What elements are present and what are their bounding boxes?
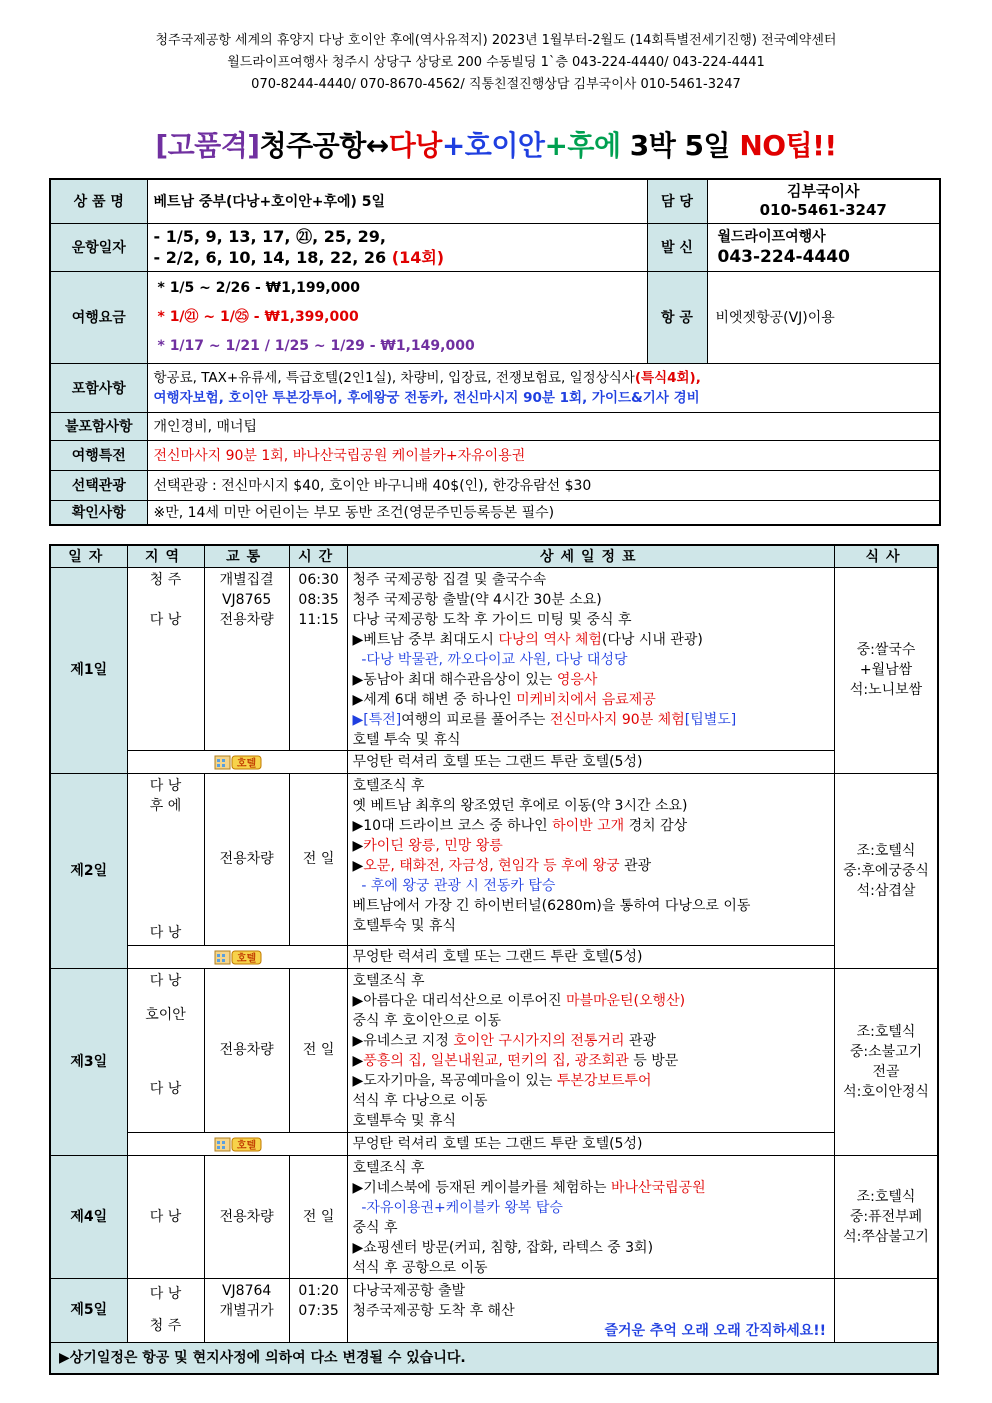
day-1-line-4 (352, 630, 830, 650)
title-hoian: 호이안 (464, 129, 545, 162)
title-airport: 청주공항↔ (259, 129, 389, 162)
day-1-line-9: 호텔 투숙 및 휴식 (352, 731, 461, 748)
title-no-tip: NO팁!! (739, 129, 837, 162)
day-5-label: 제5일 (50, 1278, 127, 1342)
day-1-time-3: 11:15 (298, 611, 339, 628)
day-5-meal (835, 1278, 938, 1342)
product-label: 상 품 명 (50, 179, 147, 223)
day-2-meal-1: 조:호텔식 (856, 842, 916, 859)
hotel-icon (214, 753, 262, 771)
farewell-message: 즐거운 추억 오래 오래 간직하세요!! (604, 1322, 827, 1339)
day-4-line-2b: 바나산국립공원 (610, 1179, 706, 1196)
schedule-line-2-text: - 2/2, 6, 10, 14, 18, 22, 26 (153, 248, 392, 267)
hotel-icon-label: 호텔 (236, 758, 256, 769)
day-3-line-2 (352, 991, 830, 1011)
day-1-row (50, 567, 938, 750)
day-4-meal (835, 1155, 938, 1278)
benefit-value: 전신마사지 90분 1회, 바나산국립공원 케이블카+자유이용권 (147, 440, 940, 470)
sender-label: 발 신 (647, 223, 707, 271)
day-2-line-5a: ▶ (352, 857, 364, 874)
day-1-time-1: 06:30 (298, 571, 339, 588)
manager-name: 김부국이사 (787, 182, 860, 201)
day-4-line-3: -자유이용권+케이블카 왕복 탑승 (352, 1199, 563, 1216)
schedule-line-2 (154, 247, 641, 268)
airline-value: 비엣젯항공(VJ)이용 (707, 271, 940, 363)
manager-label: 담 당 (647, 179, 707, 223)
airline-label: 항 공 (647, 271, 707, 363)
include-cell (147, 363, 940, 412)
day-4-detail (348, 1155, 835, 1278)
include-row (50, 363, 940, 412)
day-1-transport-2: VJ8765 (221, 591, 272, 608)
day-5-transport-2: 개별귀가 (219, 1302, 274, 1319)
day-2-line-5b: 오문, 태화전, 자금성, 현임각 등 후에 왕궁 (363, 857, 620, 874)
title-danang: 다낭 (388, 129, 442, 162)
day-5-transport-1: VJ8764 (221, 1282, 272, 1299)
title-hue: 후에 (567, 129, 621, 162)
day-4-line-6: 석식 후 공항으로 이동 (352, 1259, 488, 1276)
schedule-count: (14회) (391, 248, 445, 267)
day-1-region-1: 청 주 (149, 571, 182, 588)
day-3-region (127, 968, 204, 1132)
day-2-line-4 (352, 836, 830, 856)
day-3-line-4b: 호이안 구시가지의 전통거리 (453, 1032, 625, 1049)
option-label: 선택관광 (50, 470, 147, 500)
day-5-transport (204, 1278, 289, 1342)
day-1-transport-3: 전용차량 (219, 611, 274, 628)
day-3-line-8: 호텔투숙 및 휴식 (352, 1112, 457, 1129)
day-2-transport: 전용차량 (204, 773, 289, 945)
day-1-line-3: 다낭 국제공항 도착 후 가이드 미팅 및 중식 후 (352, 611, 632, 628)
header-date: 일자 (50, 545, 127, 567)
day-1-line-4b: 다낭의 역사 체험 (498, 631, 602, 648)
day-1-detail (348, 567, 835, 750)
price-cell (147, 271, 647, 363)
header-line-3: 070-8244-4440/ 070-8670-4562/ 직통친절진행상담 김부국이사 010-5461-3247 (251, 77, 741, 92)
day-1-line-2: 청주 국제공항 출발(약 4시간 30분 소요) (352, 591, 602, 608)
day-3-meal-4: 석:호이안정식 (843, 1083, 929, 1100)
price-row (50, 271, 940, 363)
schedule-label: 운항일자 (50, 223, 147, 271)
day-3-line-4 (352, 1031, 830, 1051)
day-1-hotel-icon-cell (127, 750, 348, 773)
hotel-icon-label: 호텔 (236, 953, 256, 964)
day-2-hotel: 무엉탄 럭셔리 호텔 또는 그랜드 투란 호텔(5성) (348, 945, 835, 968)
day-3-line-3: 중식 후 호이안으로 이동 (352, 1012, 502, 1029)
day-4-line-5: ▶쇼핑센터 방문(커피, 침향, 잡화, 라텍스 중 3회) (352, 1239, 654, 1256)
day-2-line-3b: 하이반 고개 (552, 817, 625, 834)
day-1-line-8d: [팁별도] (684, 711, 737, 728)
day-1-line-6 (352, 670, 830, 690)
manager-cell (707, 179, 940, 223)
price-line-3: * 1/17 ~ 1/21 / 1/25 ~ 1/29 - ₩1,149,000 (157, 337, 475, 354)
day-1-time (289, 567, 348, 750)
day-4-line-2 (352, 1178, 830, 1198)
day-3-line-2b: 마블마운틴(오행산) (565, 992, 686, 1009)
manager-phone: 010-5461-3247 (759, 201, 887, 220)
day-5-region-2: 청 주 (149, 1318, 182, 1334)
day-4-meal-3: 석:쭈삼불고기 (843, 1228, 929, 1245)
day-1-hotel: 무엉탄 럭셔리 호텔 또는 그랜드 투란 호텔(5성) (348, 750, 835, 773)
day-2-label: 제2일 (50, 773, 127, 968)
include-line-2: 여행자보험, 호이안 투본강투어, 후에왕궁 전동카, 전신마시지 90분 1회, 가이드&기사 경비 (153, 389, 700, 406)
day-1-line-7 (352, 690, 830, 710)
day-1-meal-2: +월남쌈 (859, 662, 913, 678)
day-3-hotel-row (50, 1132, 938, 1155)
itinerary-table (49, 544, 939, 1375)
confirm-label: 확인사항 (50, 500, 147, 525)
day-3-line-6a: ▶도자기마을, 목공예마을이 있는 (352, 1072, 557, 1089)
header-region: 지역 (127, 545, 204, 567)
include-line-1 (154, 368, 934, 388)
title-duration: 3박 5일 (620, 129, 740, 162)
include-label: 포함사항 (50, 363, 147, 412)
hotel-icon (214, 948, 262, 966)
header-meal: 식사 (835, 545, 938, 567)
day-3-transport: 전용차량 (204, 968, 289, 1132)
sender-cell (707, 223, 940, 271)
day-3-line-5a: ▶ (352, 1052, 364, 1069)
hotel-icon-label: 호텔 (236, 1140, 256, 1151)
day-3-line-6 (352, 1071, 830, 1091)
benefit-row (50, 440, 940, 470)
itinerary-header-row (50, 545, 938, 567)
exclude-value: 개인경비, 매너팁 (147, 412, 940, 440)
day-2-time: 전 일 (289, 773, 348, 945)
day-1-meal (835, 567, 938, 773)
hotel-icon (214, 1135, 262, 1153)
schedule-dates-row (50, 223, 940, 271)
page-title (0, 124, 992, 164)
day-3-row (50, 968, 938, 1132)
day-5-row (50, 1278, 938, 1342)
schedule-dates (147, 223, 647, 271)
day-1-line-4a: ▶베트남 중부 최대도시 (352, 631, 499, 648)
day-2-hotel-row (50, 945, 938, 968)
day-1-line-4c: (다낭 시내 관광) (601, 631, 703, 648)
day-4-time: 전 일 (289, 1155, 348, 1278)
confirm-value: ※만, 14세 미만 어린이는 부모 동반 조건(영문주민등록등본 필수) (147, 500, 940, 525)
day-1-label: 제1일 (50, 567, 127, 773)
day-1-line-8a: ▶[특전] (352, 711, 402, 728)
option-row (50, 470, 940, 500)
day-4-line-2a: ▶기네스북에 등재된 케이블카를 체험하는 (352, 1179, 611, 1196)
day-1-line-8c: 전신마사지 90분 체험 (549, 711, 685, 728)
price-label: 여행요금 (50, 271, 147, 363)
day-2-line-5 (352, 856, 830, 876)
day-1-line-5: -다낭 박물관, 까오다이교 사원, 다낭 대성당 (352, 651, 628, 668)
confirm-row (50, 500, 940, 525)
day-3-line-4c: 관광 (624, 1032, 656, 1049)
day-2-line-3 (352, 816, 830, 836)
day-2-line-6: - 후에 왕궁 관광 시 전동카 탑승 (352, 877, 556, 894)
day-4-meal-2: 중:퓨전부페 (849, 1208, 923, 1225)
day-2-line-4b: 카이딘 왕릉, 민망 왕릉 (363, 837, 503, 854)
price-line-1: * 1/5 ~ 2/26 - ₩1,199,000 (157, 279, 360, 296)
day-2-region (127, 773, 204, 945)
day-4-label: 제4일 (50, 1155, 127, 1278)
day-2-region-3: 다 낭 (149, 924, 182, 941)
day-2-row (50, 773, 938, 945)
day-3-hotel-icon-cell (127, 1132, 348, 1155)
day-2-line-8: 호텔투숙 및 휴식 (352, 917, 457, 934)
day-3-line-5b: 풍흥의 집, 일본내원교, 떤키의 집, 광조회관 (363, 1052, 629, 1069)
exclude-row (50, 412, 940, 440)
day-1-line-8b: 여행의 피로를 풀어주는 (401, 711, 550, 728)
price-line-2: * 1/㉑ ~ 1/㉕ - ₩1,399,000 (157, 308, 359, 325)
footer-note: ▶상기일정은 항공 및 현지사정에 의하여 다소 변경될 수 있습니다. (50, 1342, 938, 1374)
day-3-meal-1: 조:호텔식 (856, 1023, 916, 1040)
day-2-line-3c: 경치 감상 (624, 817, 688, 834)
exclude-label: 불포함사항 (50, 412, 147, 440)
day-1-meal-3: 석:노니보쌈 (849, 682, 923, 698)
day-2-region-2: 후 에 (149, 797, 182, 814)
day-1-meal-1: 중:쌀국수 (856, 642, 916, 658)
day-5-line-2: 청주국제공항 도착 후 해산 (352, 1302, 515, 1319)
day-1-line-1: 청주 국제공항 집결 및 출국수속 (352, 571, 547, 588)
header-detail: 상세일정표 (348, 545, 835, 567)
day-5-line-1: 다낭국제공항 출발 (352, 1282, 466, 1299)
day-4-line-4: 중식 후 (352, 1219, 398, 1236)
day-2-meal (835, 773, 938, 968)
day-1-region (127, 567, 204, 750)
day-3-line-5 (352, 1051, 830, 1071)
day-4-transport: 전용차량 (204, 1155, 289, 1278)
day-2-line-5c: 관광 (619, 857, 652, 874)
day-5-time (289, 1278, 348, 1342)
day-2-line-4a: ▶ (352, 837, 364, 854)
day-3-line-6b: 투본강보트투어 (556, 1072, 652, 1089)
day-3-label: 제3일 (50, 968, 127, 1155)
day-1-transport-1: 개별집결 (219, 571, 274, 588)
day-4-row (50, 1155, 938, 1278)
day-1-region-2: 다 낭 (149, 611, 182, 628)
day-4-meal-1: 조:호텔식 (856, 1188, 916, 1205)
day-2-line-7: 베트남에서 가장 긴 하이번터널(6280m)을 통하여 다낭으로 이동 (352, 897, 751, 914)
day-2-detail (348, 773, 835, 945)
day-2-line-3a: ▶10대 드라이브 코스 중 하나인 (352, 817, 553, 834)
day-3-meal-2: 중:소불고기 (849, 1043, 923, 1060)
product-row (50, 179, 940, 223)
day-1-transport (204, 567, 289, 750)
day-1-line-6a: ▶동남아 최대 해수관음상이 있는 (352, 671, 557, 688)
include-line-1-text: 항공료, TAX+유류세, 특급호텔(2인1실), 차량비, 입장료, 전쟁보험료, 일정상식사 (153, 369, 635, 386)
day-3-region-2: 호이안 (145, 1006, 186, 1023)
benefit-label: 여행특전 (50, 440, 147, 470)
include-special-meals: (특식4회), (634, 369, 701, 386)
day-1-line-7a: ▶세계 6대 해변 중 하나인 (352, 691, 517, 708)
schedule-line-1: - 1/5, 9, 13, 17, ㉑, 25, 29, (153, 227, 386, 246)
product-info-table (49, 178, 941, 526)
day-4-region: 다 낭 (127, 1155, 204, 1278)
day-1-hotel-row (50, 750, 938, 773)
agency-header (0, 30, 992, 96)
day-5-detail (348, 1278, 835, 1342)
day-2-hotel-icon-cell (127, 945, 348, 968)
day-1-line-6b: 영응사 (556, 671, 598, 688)
sender-phone: 043-224-4440 (717, 247, 850, 267)
title-grade: [고품격] (155, 129, 260, 162)
day-2-line-2: 옛 베트남 최후의 왕조였던 후에로 이동(약 3시간 소요) (352, 797, 688, 814)
product-value: 베트남 중부(다낭+호이안+후에) 5일 (147, 179, 647, 223)
day-2-line-1: 호텔조식 후 (352, 777, 425, 794)
option-value: 선택관광 : 전신마시지 $40, 호이안 바구니배 40$(인), 한강유람선 $30 (147, 470, 940, 500)
day-5-time-2: 07:35 (298, 1302, 339, 1319)
day-3-detail (348, 968, 835, 1132)
day-3-line-7: 석식 후 다낭으로 이동 (352, 1092, 488, 1109)
day-3-hotel: 무엉탄 럭셔리 호텔 또는 그랜드 투란 호텔(5성) (348, 1132, 835, 1155)
day-5-region (127, 1278, 204, 1342)
header-time: 시간 (289, 545, 348, 567)
day-2-meal-2: 중:후에궁중식 (843, 862, 929, 879)
day-3-meal-3: 전골 (872, 1063, 900, 1080)
header-line-1: 청주국제공항 세계의 휴양지 다낭 호이안 후에(역사유적지) 2023년 1월부터-2월도 (14회특별전세기진행) 전국예약센터 (155, 33, 837, 48)
day-5-region-1: 다 낭 (149, 1286, 182, 1302)
header-line-2: 월드라이프여행사 청주시 상당구 상당로 200 수동빌딩 1`층 043-224-4440/ 043-224-4441 (227, 55, 765, 70)
day-3-time: 전 일 (289, 968, 348, 1132)
header-transport: 교통 (204, 545, 289, 567)
day-4-line-1: 호텔조식 후 (352, 1159, 425, 1176)
day-3-region-1: 다 낭 (149, 972, 182, 989)
day-1-line-8 (352, 710, 830, 730)
day-2-region-1: 다 낭 (149, 777, 182, 794)
day-1-line-7b: 미케비치에서 음료제공 (516, 691, 656, 708)
day-5-time-1: 01:20 (298, 1282, 339, 1299)
day-3-line-2a: ▶아름다운 대리석산으로 이루어진 (352, 992, 566, 1009)
day-3-line-5c: 등 방문 (628, 1052, 679, 1069)
footer-row (50, 1342, 938, 1374)
day-3-line-1: 호텔조식 후 (352, 972, 425, 989)
day-3-line-4a: ▶유네스코 지정 (352, 1032, 454, 1049)
title-plus-1: + (441, 129, 465, 162)
day-3-meal (835, 968, 938, 1155)
day-1-time-2: 08:35 (298, 591, 339, 608)
day-3-region-3: 다 낭 (149, 1080, 182, 1097)
sender-name: 월드라이프여행사 (717, 229, 826, 245)
day-2-meal-3: 석:삼겹살 (856, 882, 916, 899)
title-plus-2: + (544, 129, 568, 162)
